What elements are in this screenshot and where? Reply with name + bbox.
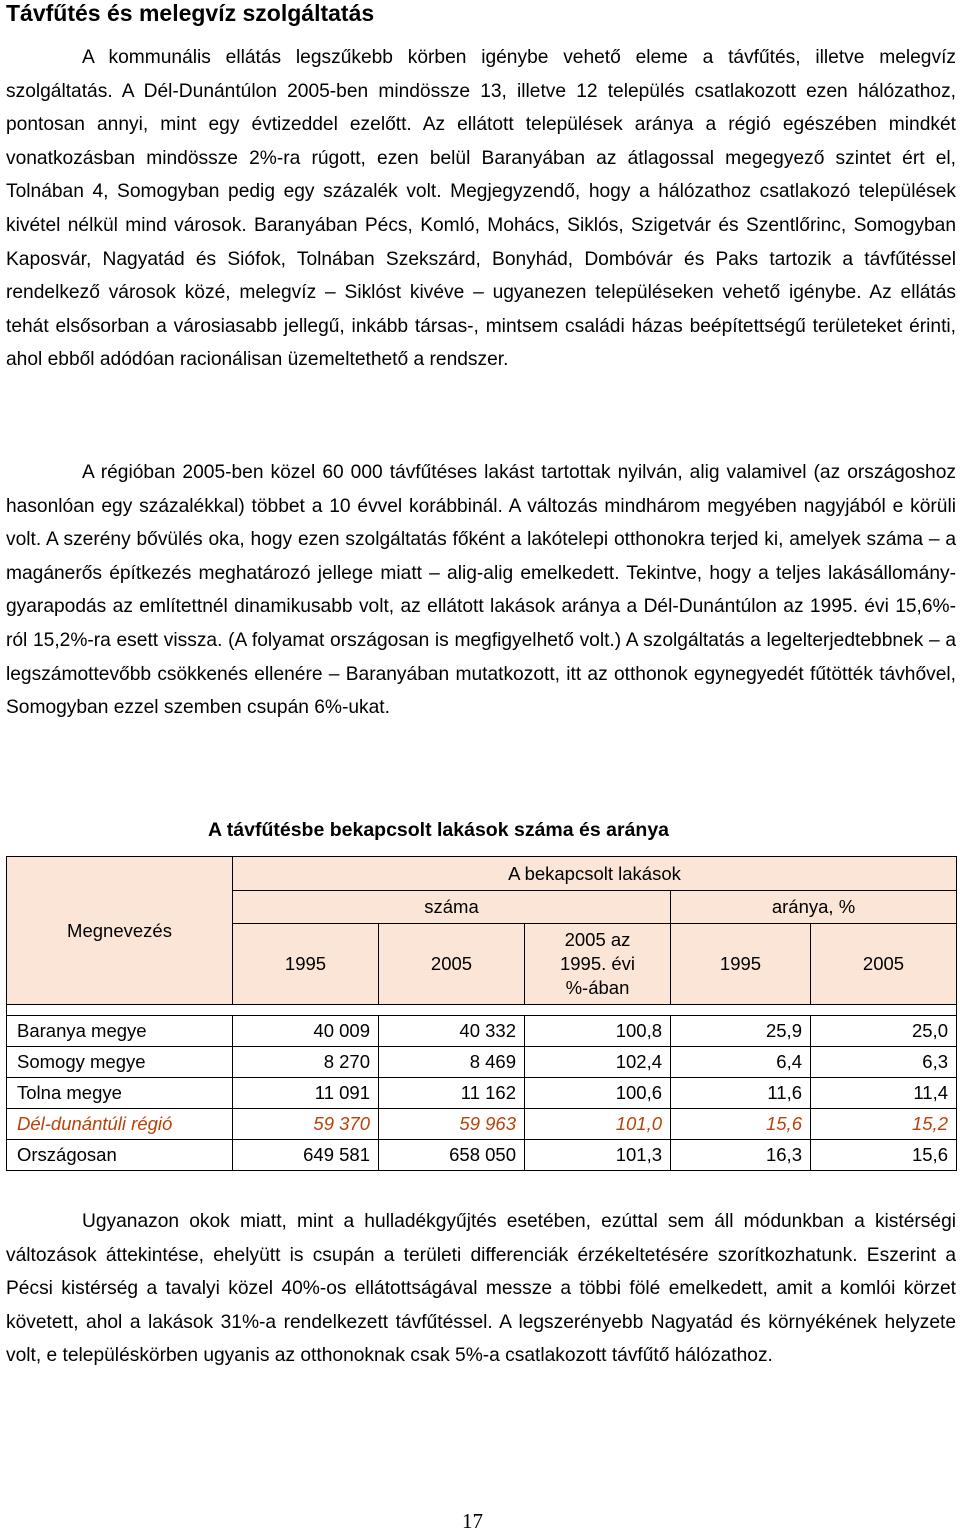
row-name: Tolna megye — [7, 1078, 233, 1109]
cell-n1995: 8 270 — [233, 1047, 379, 1078]
row-name: Somogy megye — [7, 1047, 233, 1078]
cell-a1995: 16,3 — [671, 1140, 811, 1171]
table-row-region — [7, 1109, 957, 1140]
header-pct-line3: %-ában — [565, 977, 630, 998]
cell-a2005: 15,6 — [811, 1140, 957, 1171]
header-pct-line2: 1995. évi — [559, 953, 636, 974]
cell-a1995: 11,6 — [671, 1078, 811, 1109]
cell-n2005: 11 162 — [379, 1078, 525, 1109]
page-number: 17 — [462, 1509, 483, 1533]
header-pct — [525, 924, 671, 1005]
paragraph-3: Ugyanazon okok miatt, mint a hulladékgyűjtés esetében, ezúttal sem áll módunkban a kistérségi változások áttekintése, ehelyütt is csupán a területi differenciák érzékeltetésére szorítkozhatunk. Eszerint a Pécsi kistérség a tavalyi közel 40%-os ellátottságával messze a többi fölé emelkedett, amit a komlói körzet követett, ahol a lakások 31%-a rendelkezett távfűtéssel. A legszerényebb Nagyatád és környékének helyzete volt, e településkörben ugyanis az otthonoknak csak 5%-a csatlakozott távfűtő hálózathoz. — [6, 1211, 956, 1367]
table-row — [7, 1078, 957, 1109]
header-1995: 1995 — [233, 924, 379, 1005]
cell-n1995: 649 581 — [233, 1140, 379, 1171]
paragraph-2: A régióban 2005-ben közel 60 000 távfűtéses lakást tartottak nyilván, alig valamivel (az országoshoz hasonlóan egy százalékkal) többet a 10 évvel korábbinál. A változás mindhárom megyében nagyjából e körüli volt. A szerény bővülés oka, hogy ezen szolgáltatás főként a lakótelepi otthonokra terjed ki, amelyek száma – a magánerős építkezés meghatározó jellege miatt – alig-alig emelkedett. Tekintve, hogy a teljes lakásállomány-gyarapodás az említettnél dinamikusabb volt, az ellátott lakások aránya a Dél-Dunántúlon az 1995. évi 15,6%-ról 15,2%-ra esett vissza. (A folyamat országosan is megfigyelhető volt.) A szolgáltatás a legelterjedtebbnek – a legszámottevőbb csökkenés ellenére – Baranyában mutatkozott, itt az otthonok egynegyedét fűtötték távhővel, Somogyban ezzel szemben csupán 6%-ukat. — [6, 462, 956, 719]
cell-n2005: 59 963 — [379, 1109, 525, 1140]
row-name: Országosan — [7, 1140, 233, 1171]
header-arany-1995: 1995 — [671, 924, 811, 1005]
row-name: Dél-dunántúli régió — [7, 1109, 233, 1140]
table-row — [7, 1140, 957, 1171]
cell-a1995: 15,6 — [671, 1109, 811, 1140]
table-title: A távfűtésbe bekapcsolt lakások száma és aránya — [208, 819, 670, 841]
table-row — [7, 1016, 957, 1047]
cell-pct: 101,3 — [525, 1140, 671, 1171]
header-aranya: aránya, % — [671, 891, 957, 924]
cell-n2005: 40 332 — [379, 1016, 525, 1047]
cell-n2005: 8 469 — [379, 1047, 525, 1078]
cell-pct: 100,6 — [525, 1078, 671, 1109]
heating-table — [6, 856, 957, 1171]
cell-n1995: 11 091 — [233, 1078, 379, 1109]
cell-n1995: 59 370 — [233, 1109, 379, 1140]
cell-a2005: 6,3 — [811, 1047, 957, 1078]
cell-a1995: 6,4 — [671, 1047, 811, 1078]
cell-a2005: 15,2 — [811, 1109, 957, 1140]
cell-pct: 101,0 — [525, 1109, 671, 1140]
cell-n2005: 658 050 — [379, 1140, 525, 1171]
cell-a1995: 25,9 — [671, 1016, 811, 1047]
header-2005: 2005 — [379, 924, 525, 1005]
header-megnevezes: Megnevezés — [7, 857, 233, 1005]
header-szama: száma — [233, 891, 671, 924]
table-row — [7, 1047, 957, 1078]
cell-a2005: 11,4 — [811, 1078, 957, 1109]
paragraph-1: A kommunális ellátás legszűkebb körben igénybe vehető eleme a távfűtés, illetve melegvíz szolgáltatás. A Dél-Dunántúlon 2005-ben mindössze 13, illetve 12 település csatlakozott ezen hálózathoz, pontosan annyi, mint egy évtizeddel ezelőtt. Az ellátott települések aránya a régió egészében mindkét vonatkozásban mindössze 2%-ra rúgott, ezen belül Baranyában az átlagossal megegyező szintet ért el, Tolnában 4, Somogyban pedig egy százalék volt. Megjegyzendő, hogy a hálózathoz csatlakozó települések kivétel nélkül mind városok. Baranyában Pécs, Komló, Mohács, Siklós, Szigetvár és Szentlőrinc, Somogyban Kaposvár, Nagyatád és Siófok, Tolnában Szekszárd, Bonyhád, Dombóvár és Paks tartozik a távfűtéssel rendelkező városok közé, melegvíz – Siklóst kivéve – ugyanezen településeken vehető igénybe. Az ellátás tehát elsősorban a városiasabb jellegű, inkább társas-, mintsem családi házas beépítettségű területeket érinti, ahol ebből adódóan racionálisan üzemeltethető a rendszer. — [6, 47, 956, 371]
cell-n1995: 40 009 — [233, 1016, 379, 1047]
header-pct-line1: 2005 az — [564, 929, 631, 950]
table-spacer — [7, 1005, 957, 1016]
cell-pct: 100,8 — [525, 1016, 671, 1047]
cell-a2005: 25,0 — [811, 1016, 957, 1047]
cell-pct: 102,4 — [525, 1047, 671, 1078]
row-name: Baranya megye — [7, 1016, 233, 1047]
header-arany-2005: 2005 — [811, 924, 957, 1005]
header-group: A bekapcsolt lakások — [233, 857, 957, 891]
section-title: Távfűtés és melegvíz szolgáltatás — [6, 0, 375, 26]
